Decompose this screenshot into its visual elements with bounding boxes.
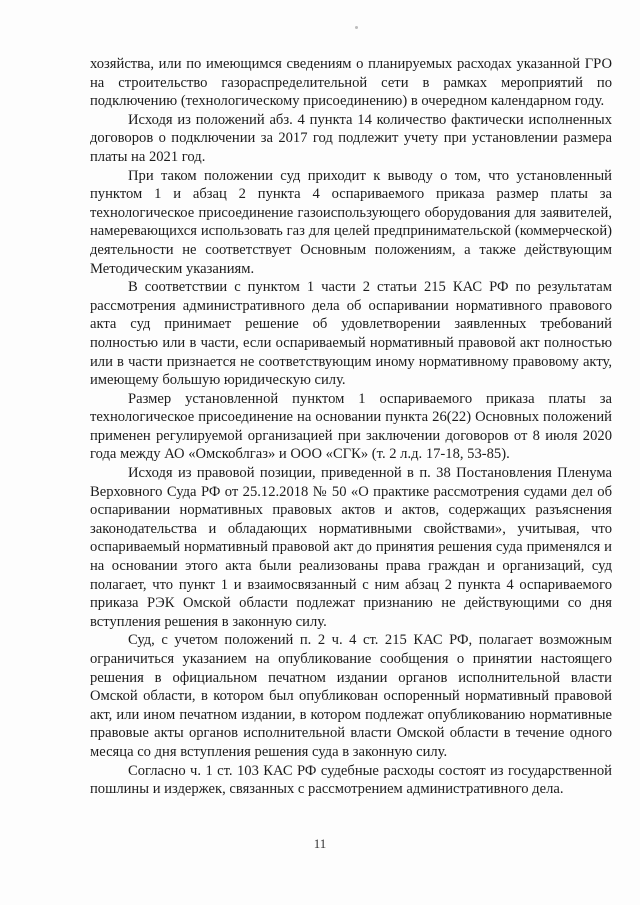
paragraph-publication: Суд, с учетом положений п. 2 ч. 4 ст. 215 КАС РФ, полагает возможным ограничиться указанием на опубликование сообщения о принятии настоящего решения в официальном печатном издании органов исполнительной власти Омской области, в котором был опубликован оспоренный нормативный правовой акт, или ином печатном издании, в котором подлежат опубликованию нормативные правовые акты органов исполнительной власти Омской области в течение одного месяца со дня вступления решения суда в законную силу. <box>90 632 612 760</box>
page-number: 11 <box>313 836 327 851</box>
paragraph-connection-count: Исходя из положений абз. 4 пункта 14 количество фактически исполненных договоров о подключении за 2017 год подлежит учету при установлении размера платы на 2021 год. <box>90 111 612 165</box>
document-body <box>90 55 612 799</box>
paragraph-continuation: хозяйства, или по имеющимся сведениям о планируемых расходах указанной ГРО на строительство газораспределительной сети в рамках мероприятий по подключению (технологическому присоединению) в очередном календарном году. <box>90 56 612 110</box>
paragraph-plenum-position: Исходя из правовой позиции, приведенной в п. 38 Постановления Пленума Верховного Суда РФ от 25.12.2018 № 50 «О практике рассмотрения судами дел об оспаривании нормативных правовых актов и актов, содержащих разъяснения законодательства и обладающих нормативными свойствами», учитывая, что оспариваемый нормативный правовой акт до принятия решения суда применялся и на основании этого акта были реализованы права граждан и организаций, суд полагает, что пункт 1 и взаимосвязанный с ним абзац 2 пункта 4 оспариваемого приказа РЭК Омской области подлежат признанию не действующими со дня вступления решения в законную силу. <box>90 465 612 630</box>
paragraph-court-costs: Согласно ч. 1 ст. 103 КАС РФ судебные расходы состоят из государственной пошлины и издержек, связанных с рассмотрением административного дела. <box>90 762 612 798</box>
paragraph-fee-application: Размер установленной пунктом 1 оспариваемого приказа платы за технологическое присоединение на основании пункта 26(22) Основных положений применен регулируемой организацией при заключении договоров от 8 июля 2020 года между АО «Омскоблгаз» и ООО «СГК» (т. 2 л.д. 17-18, 53-85). <box>90 390 612 463</box>
paragraph-court-conclusion: При таком положении суд приходит к выводу о том, что установленный пунктом 1 и абзац 2 пункта 4 оспариваемого приказа размер платы за технологическое присоединение газоиспользующего оборудования для заявителей, намеревающихся использовать газ для целей предпринимательской (коммерческой) деятельности не соответствует Основным положениям, а также действующим Методическим указаниям. <box>90 167 612 277</box>
scan-artifact <box>355 26 358 29</box>
paragraph-kas-215: В соответствии с пунктом 1 части 2 статьи 215 КАС РФ по результатам рассмотрения административного дела об оспаривании нормативного правового акта суд принимает решение об удовлетворении заявленных требований полностью или в части, если оспариваемый нормативный правовой акт полностью или в части признается не соответствующим иному нормативному правовому акту, имеющему большую юридическую силу. <box>90 279 612 389</box>
